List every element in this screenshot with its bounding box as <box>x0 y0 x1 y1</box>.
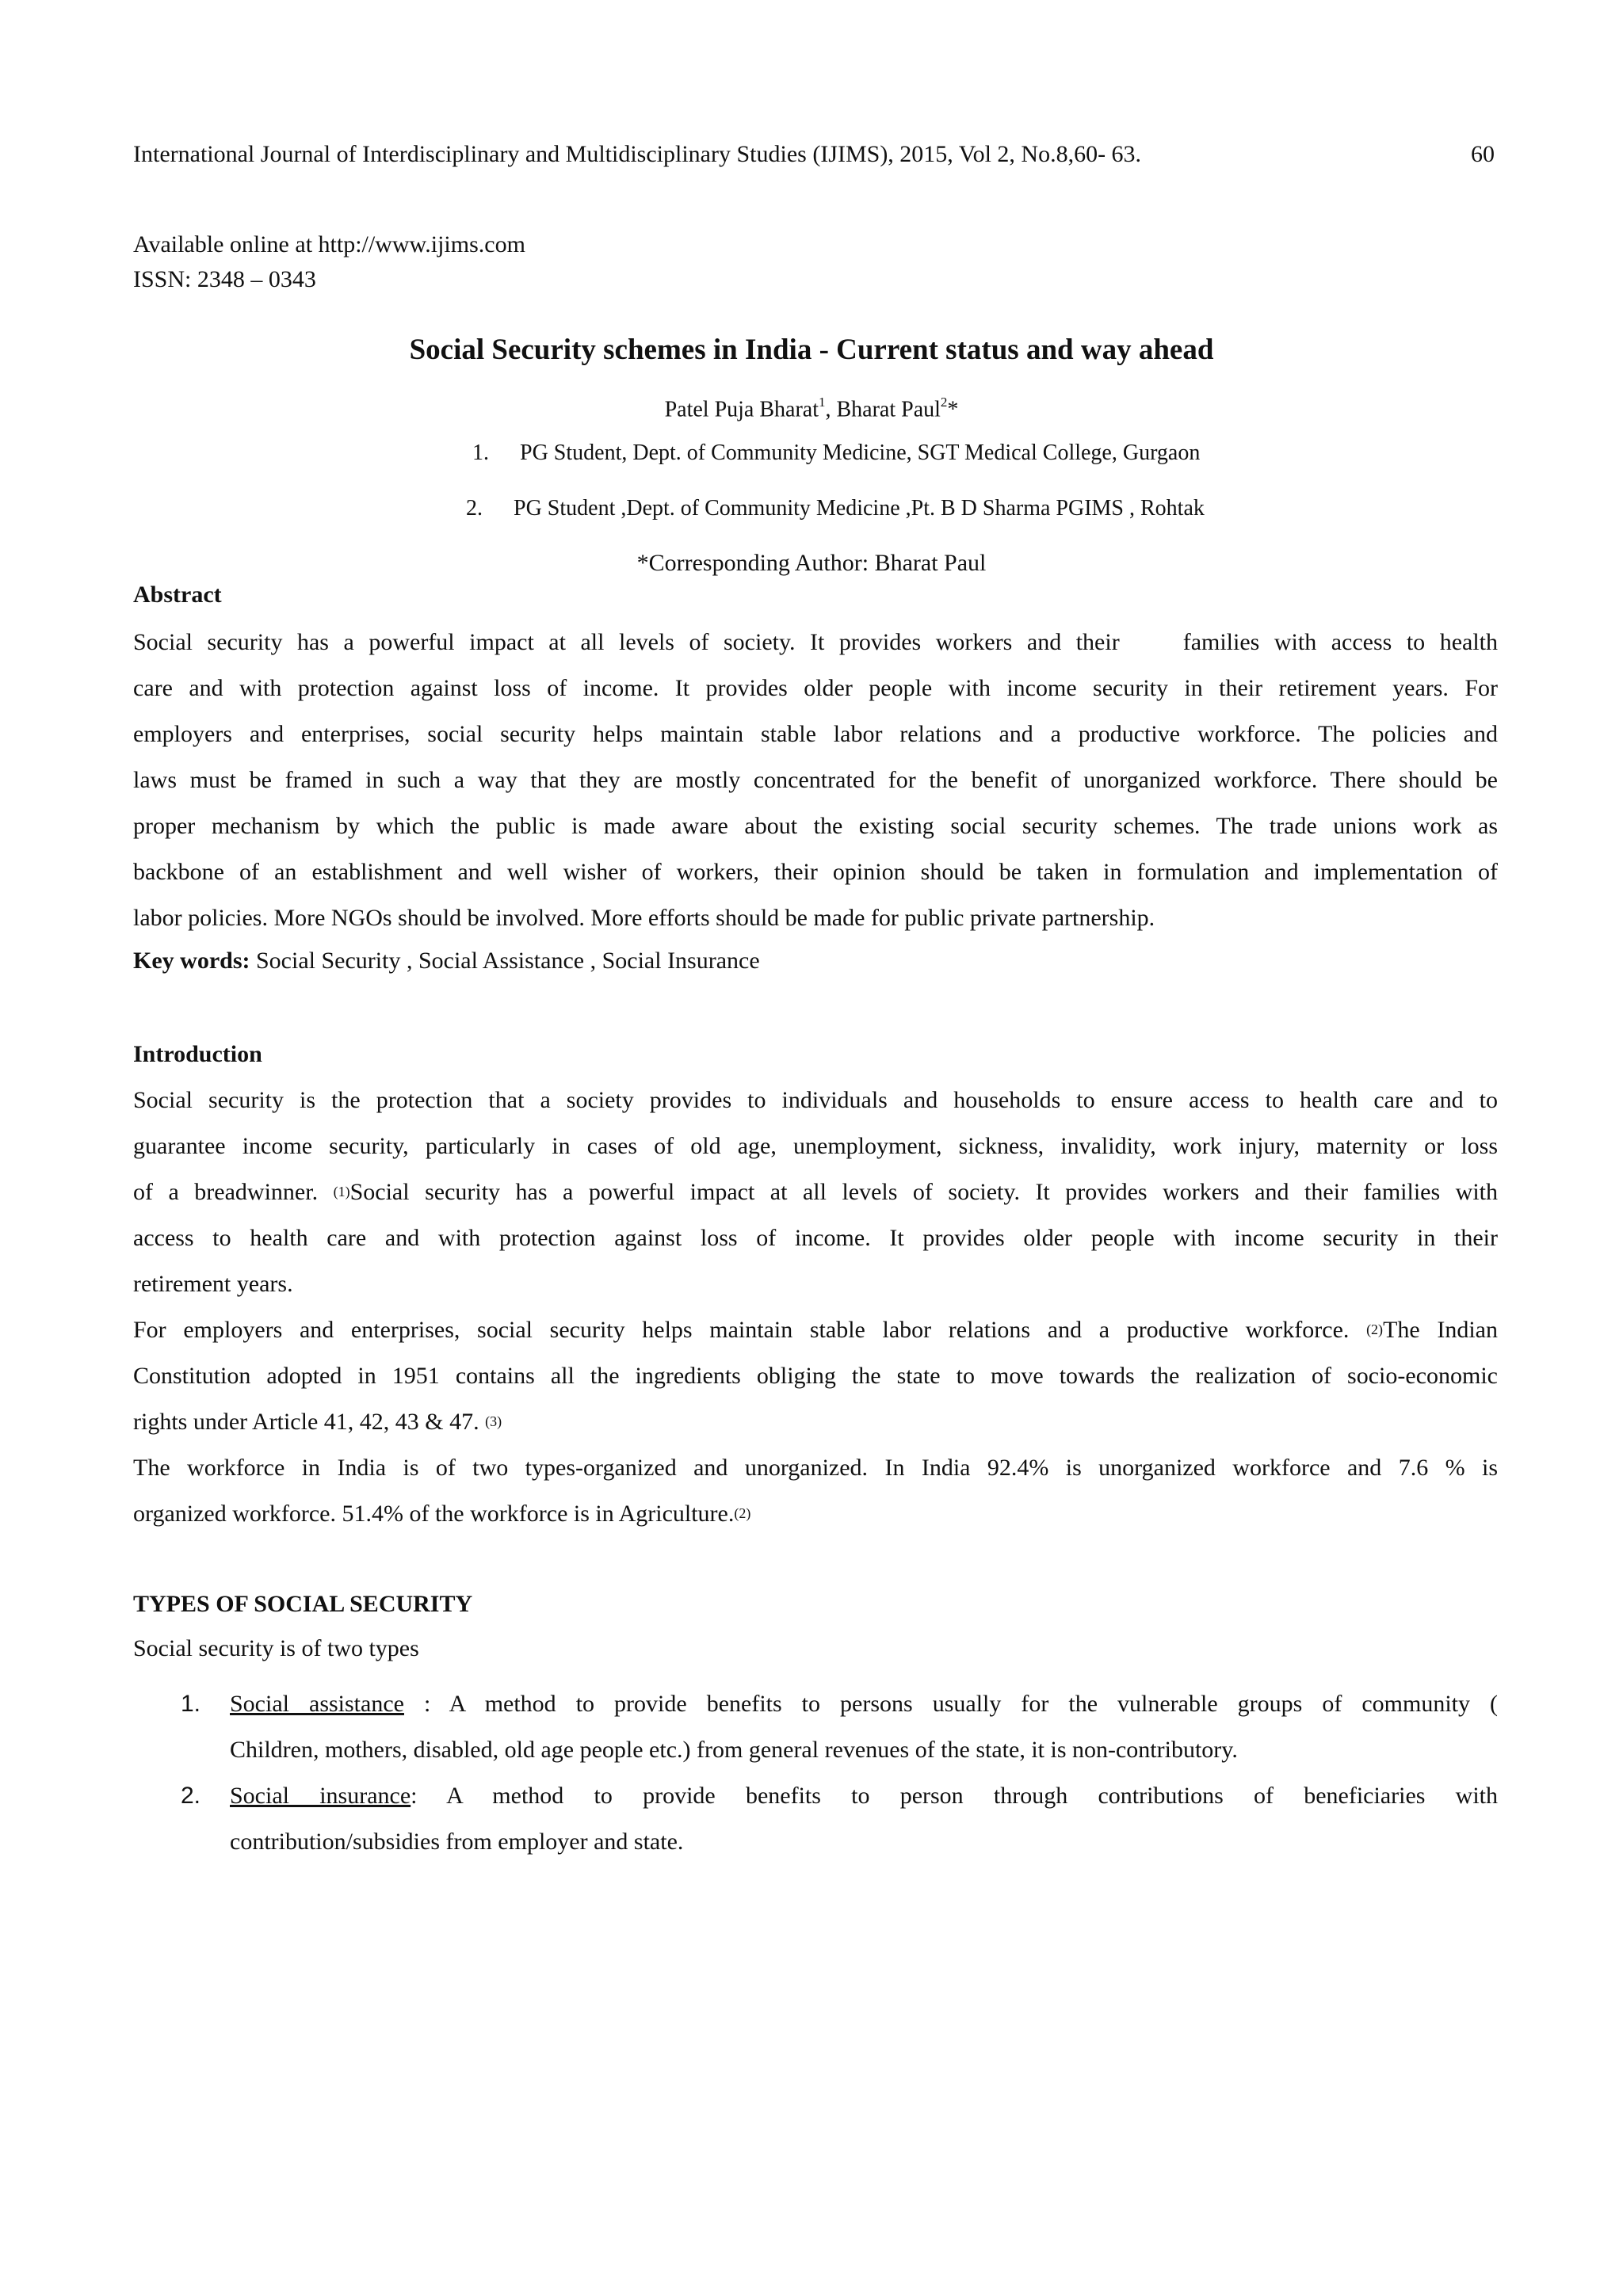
affiliation-number: 1. <box>472 441 489 465</box>
affiliation-number: 2. <box>466 496 483 521</box>
introduction-line: guarantee income security, particularly in cases of old age, unemployment, sickness, invalidity, work injury, maternity or loss <box>133 1133 1498 1159</box>
author-separator: , <box>825 397 837 422</box>
list-item-body <box>230 1773 1498 1865</box>
article-title: Social Security schemes in India - Current status and way ahead <box>409 334 1214 366</box>
types-intro: Social security is of two types <box>133 1635 419 1661</box>
citation-marker: (2) <box>734 1505 751 1521</box>
introduction-line: access to health care and with protection against loss of income. It provides older people with income security in their <box>133 1225 1498 1251</box>
introduction-text: Social security has a powerful impact at all levels of society. It provides workers and their families with <box>349 1179 1499 1205</box>
introduction-line: The workforce in India is of two types-organized and unorganized. In India 92.4% is unorganized workforce and 7.6 % is <box>133 1455 1498 1481</box>
author-name: Bharat Paul <box>836 397 941 422</box>
abstract-heading: Abstract <box>133 582 222 608</box>
introduction-line: Constitution adopted in 1951 contains all the ingredients obliging the state to move towards the realization of socio-economic <box>133 1363 1498 1389</box>
introduction-line <box>133 1169 1498 1215</box>
affiliation-2 <box>466 496 1205 521</box>
corresponding-author: *Corresponding Author: Bharat Paul <box>636 550 987 576</box>
keywords-label: Key words: <box>133 948 250 974</box>
author-affiliation-mark: 2 <box>940 395 948 410</box>
author-name: Patel Puja Bharat <box>664 397 819 422</box>
introduction-text: The Indian <box>1383 1317 1498 1343</box>
list-item-line <box>230 1773 1498 1819</box>
introduction-text: of a breadwinner. <box>133 1179 334 1205</box>
page-number: 60 <box>1471 141 1495 167</box>
abstract-line <box>133 620 1498 666</box>
keywords-line <box>133 948 760 974</box>
abstract-line: proper mechanism by which the public is made aware about the existing social security schemes. The trade unions work as <box>133 813 1498 839</box>
introduction-text: For employers and enterprises, social security helps maintain stable labor relations and a productive workforce. <box>133 1317 1367 1343</box>
introduction-line: Social security is the protection that a society provides to individuals and households to ensure access to health care and to <box>133 1087 1498 1113</box>
list-marker: 1. <box>181 1691 201 1717</box>
abstract-line: employers and enterprises, social security helps maintain stable labor relations and a productive workforce. The policies and <box>133 721 1498 747</box>
list-item-line: Children, mothers, disabled, old age people etc.) from general revenues of the state, it is non-contributory. <box>230 1737 1238 1763</box>
term-social-assistance: Social assistance <box>230 1691 404 1717</box>
corresponding-mark: * <box>947 397 959 422</box>
author-affiliation-mark: 1 <box>818 395 826 410</box>
abstract-line: care and with protection against loss of income. It provides older people with income security in their retirement years. For <box>133 675 1498 701</box>
list-item-line <box>230 1681 1498 1727</box>
introduction-line <box>133 1307 1498 1353</box>
introduction-line <box>133 1399 1498 1445</box>
term-social-insurance: Social insurance <box>230 1783 411 1809</box>
list-item-text: : A method to provide benefits to persons usually for the vulnerable groups of community ( <box>403 1691 1498 1717</box>
types-heading: TYPES OF SOCIAL SECURITY <box>133 1591 473 1617</box>
list-item-text: : A method to provide benefits to person through contributions of beneficiaries with <box>411 1783 1499 1809</box>
affiliation-text: PG Student ,Dept. of Community Medicine ,Pt. B D Sharma PGIMS , Rohtak <box>514 496 1205 521</box>
introduction-heading: Introduction <box>133 1041 262 1067</box>
citation-marker: (3) <box>485 1413 502 1429</box>
introduction-line <box>133 1491 1498 1537</box>
citation-marker: (1) <box>333 1184 350 1199</box>
introduction-text: rights under Article 41, 42, 43 & 47. <box>133 1409 486 1435</box>
introduction-paragraphs <box>133 1077 1498 1537</box>
abstract-line: laws must be framed in such a way that they are mostly concentrated for the benefit of unorganized workforce. There should be <box>133 767 1498 793</box>
abstract-line-part: families with access to health <box>1182 629 1499 655</box>
issn-line: ISSN: 2348 – 0343 <box>133 266 316 292</box>
running-header: International Journal of Interdisciplinary and Multidisciplinary Studies (IJIMS), 2015, Vol 2, No.8,60- 63. <box>133 141 1142 167</box>
author-line <box>0 396 1623 422</box>
introduction-line: retirement years. <box>133 1271 293 1297</box>
abstract-line: labor policies. More NGOs should be involved. More efforts should be made for public private partnership. <box>133 905 1155 931</box>
affiliation-text: PG Student, Dept. of Community Medicine, SGT Medical College, Gurgaon <box>520 441 1201 465</box>
list-item-body <box>230 1681 1498 1773</box>
available-online-line: Available online at http://www.ijims.com <box>133 231 525 257</box>
abstract-line-part: Social security has a powerful impact at all levels of society. It provides workers and their <box>133 629 1120 655</box>
list-marker: 2. <box>181 1783 201 1809</box>
keywords-text: Social Security , Social Assistance , Social Insurance <box>250 948 760 974</box>
list-item-line: contribution/subsidies from employer and state. <box>230 1829 684 1855</box>
abstract-line: backbone of an establishment and well wisher of workers, their opinion should be taken in formulation and implementation of <box>133 859 1498 885</box>
affiliation-1 <box>472 441 1200 466</box>
abstract-paragraph <box>133 620 1498 941</box>
citation-marker: (2) <box>1366 1322 1384 1337</box>
introduction-text: organized workforce. 51.4% of the workforce is in Agriculture. <box>133 1501 735 1527</box>
